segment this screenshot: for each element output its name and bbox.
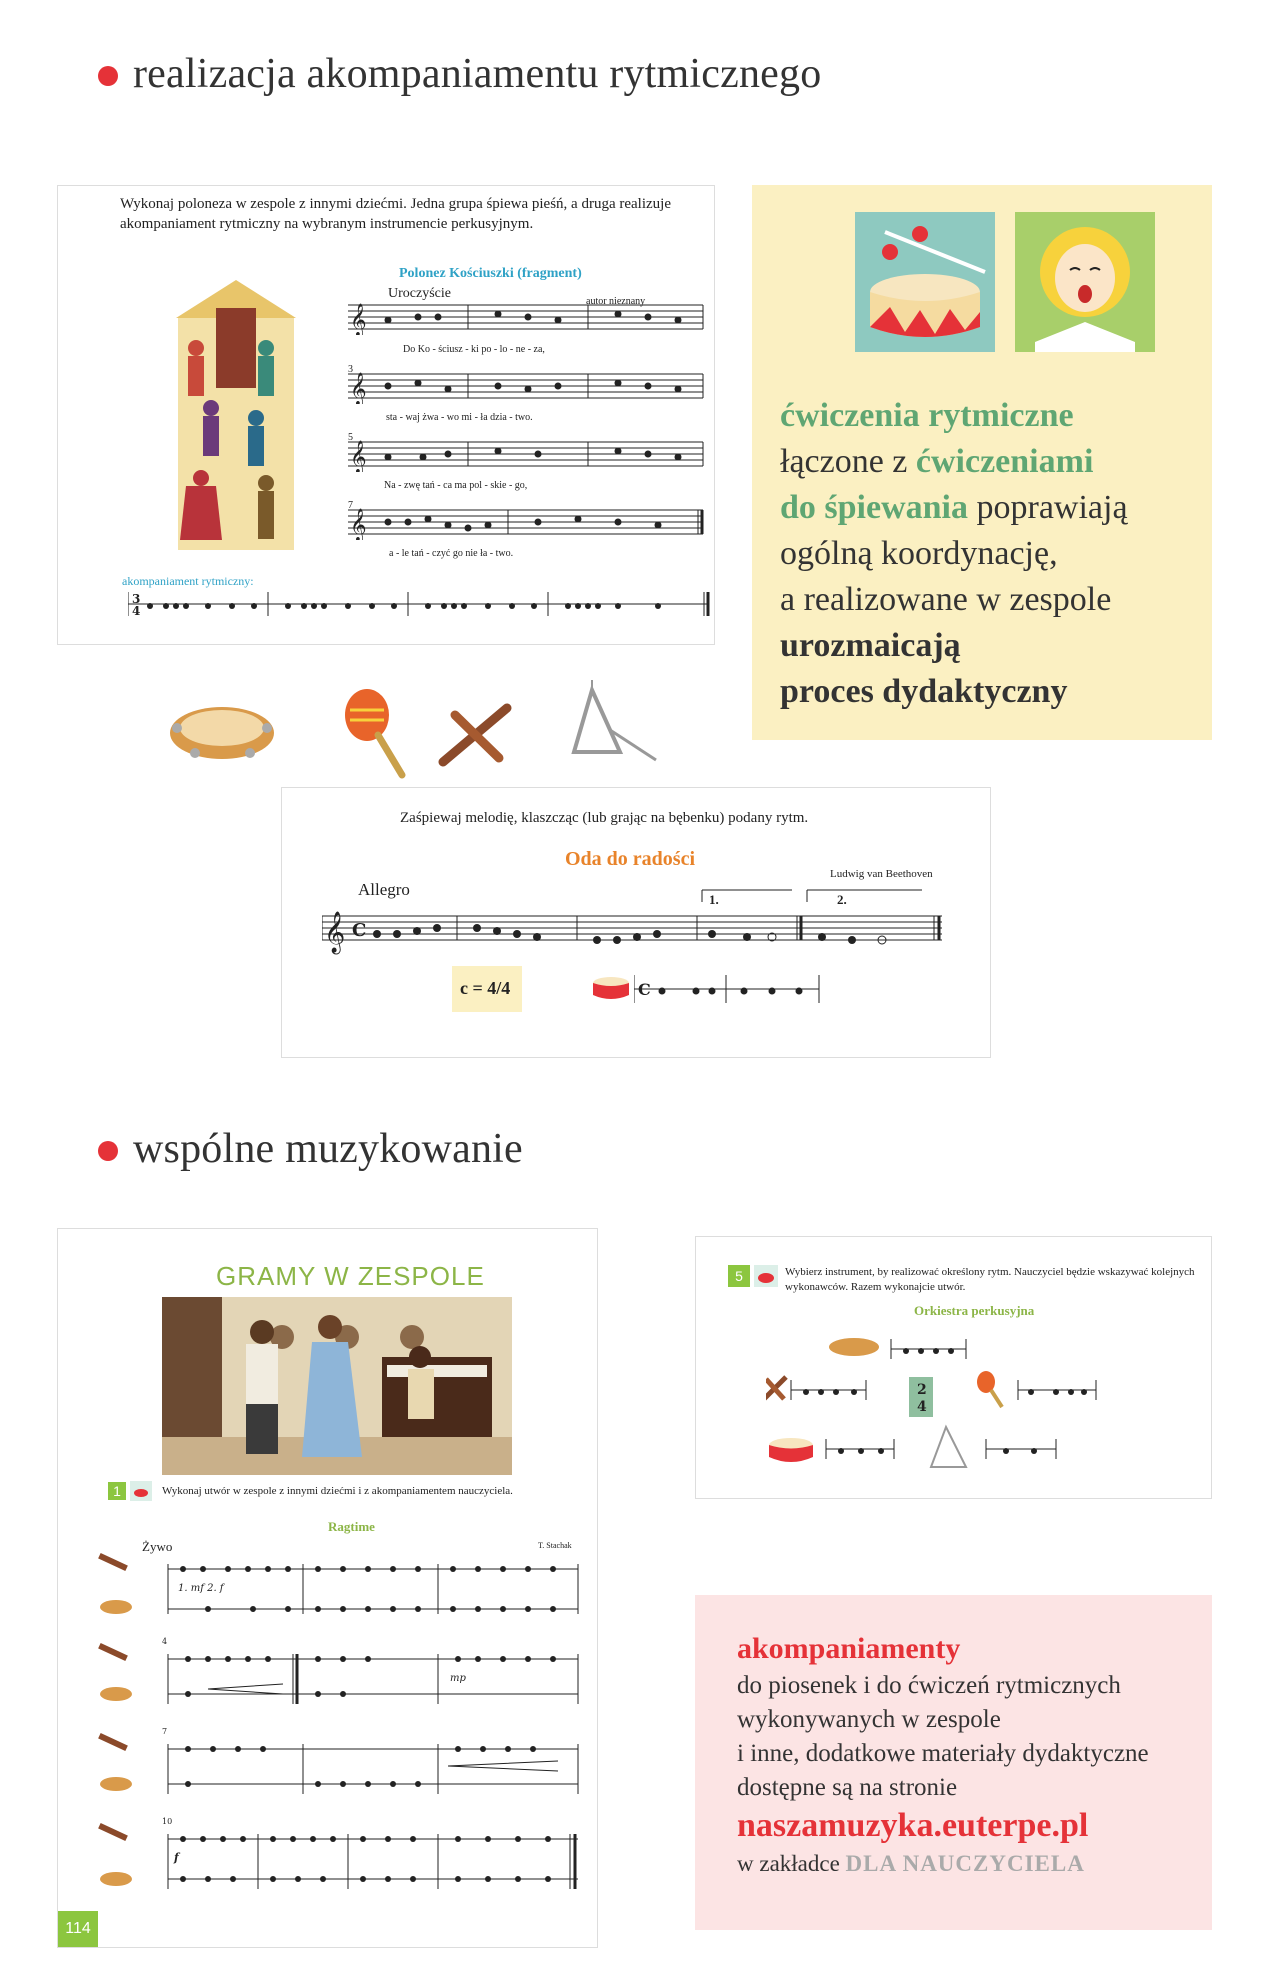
exercise-number-1: 1: [108, 1482, 126, 1500]
svg-text:2: 2: [917, 1382, 927, 1398]
ensemble-title: GRAMY W ZESPOLE: [216, 1261, 485, 1291]
accomp-rhythm-line: [128, 590, 718, 622]
callout-pink-line1: do piosenek i do ćwiczeń rytmicznych: [737, 1672, 1121, 1699]
website-link[interactable]: naszamuzyka.euterpe.pl: [737, 1807, 1089, 1844]
svg-text:f: f: [174, 1851, 179, 1864]
polonez-measure-5: 5: [348, 432, 353, 443]
polonez-card: [57, 185, 715, 645]
singing-child-icon: [1015, 212, 1155, 352]
svg-text:𝄞: 𝄞: [324, 912, 346, 953]
polonez-lyrics-4: a - le tań - czyć go nie ła - two.: [389, 548, 514, 559]
dancing-musicians-illustration: [162, 1297, 512, 1475]
callout-line6: urozmaicają: [780, 627, 961, 664]
callout-accompaniments-title: akompaniamenty: [737, 1632, 961, 1665]
svg-text:10: 10: [162, 1817, 173, 1826]
accomp-label: akompaniament rytmiczny:: [122, 574, 254, 588]
polonez-tempo: Uroczyście: [388, 286, 451, 301]
svg-text:7: 7: [162, 1727, 168, 1736]
page-number: 114: [58, 1911, 98, 1947]
ode-composer: Ludwig van Beethoven: [830, 868, 933, 880]
polonez-lyrics-3: Na - zwę tań - ca ma pol - skie - go,: [384, 480, 528, 491]
callout-singing: do śpiewania: [780, 489, 968, 526]
callout-line2: łączone z: [780, 443, 916, 480]
callout-pink-line4: dostępne są na stronie: [737, 1774, 958, 1801]
drum-icon: [855, 212, 995, 352]
svg-text:3: 3: [132, 592, 141, 606]
callout-line3: poprawiają: [968, 489, 1128, 526]
polonez-lyrics-2: sta - waj żwa - wo mi - ła dzia - two.: [386, 412, 533, 423]
ode-tempo: Allegro: [358, 880, 410, 899]
svg-text:𝄞: 𝄞: [350, 303, 367, 335]
small-drum-icon: [590, 973, 632, 1003]
svg-text:4: 4: [162, 1637, 168, 1646]
triangle-icon: [570, 680, 660, 765]
svg-text:4: 4: [132, 604, 141, 618]
section-bullet-icon: [98, 66, 118, 86]
ode-volta-1: 1.: [709, 892, 719, 907]
polonez-lyrics-1: Do Ko - ściusz - ki po - lo - ne - za,: [403, 344, 545, 355]
section-bullet-icon: [98, 1141, 118, 1161]
callout-line5: a realizowane w zespole: [780, 581, 1112, 618]
svg-text:𝄞: 𝄞: [350, 440, 367, 472]
callout-line7: proces dydaktyczny: [780, 673, 1068, 710]
svg-text:mp: mp: [450, 1673, 466, 1684]
ragtime-title: Ragtime: [328, 1519, 375, 1534]
tambourine-icon: [165, 698, 280, 768]
polonez-staff-3: [348, 440, 708, 472]
callout-pink-line3: i inne, dodatkowe materiały dydaktyczne: [737, 1740, 1149, 1767]
percussion-orchestra-card: [695, 1236, 1212, 1499]
maraca-icon: [340, 685, 410, 780]
polonez-staff-2: [348, 372, 708, 404]
svg-text:𝄞: 𝄞: [350, 508, 367, 540]
ensemble-card: [57, 1228, 598, 1948]
svg-text:4: 4: [917, 1399, 927, 1415]
ragtime-composer: T. Stachak: [538, 1541, 572, 1550]
section-heading-rhythm: realizacja akompaniamentu rytmicznego: [133, 51, 822, 97]
ode-title: Oda do radości: [565, 848, 696, 870]
teacher-tab-label: DLA NAUCZYCIELA: [845, 1851, 1085, 1876]
svg-text:1. mf 2. f: 1. mf 2. f: [178, 1583, 224, 1594]
ode-rhythm-line: [634, 971, 824, 1007]
ragtime-tempo: Żywo: [142, 1539, 173, 1554]
orchestra-rhythms: [766, 1327, 1196, 1487]
svg-text:𝄞: 𝄞: [350, 372, 367, 404]
rhythm-callout-text: [780, 393, 1200, 715]
ensemble-instruction: Wykonaj utwór w zespole z innymi dziećmi i z akompaniamentem nauczyciela.: [162, 1485, 513, 1497]
callout-pink-line2: wykonywanych w zespole: [737, 1706, 1001, 1733]
callout-pink-line6: w zakładce: [737, 1851, 846, 1876]
callout-line4: ogólną koordynację,: [780, 535, 1058, 572]
percussion-small-icon: [130, 1481, 152, 1501]
percussion-small-icon: [754, 1265, 778, 1287]
polonez-staff-1: [348, 303, 708, 335]
dancers-illustration: [166, 278, 306, 550]
polonez-measure-3: 3: [348, 364, 353, 375]
exercise-number-5: 5: [728, 1265, 750, 1287]
ode-instruction: Zaśpiewaj melodię, klaszcząc (lub grając na bębenku) podany rytm.: [400, 810, 809, 826]
time-signature-equation: [452, 966, 522, 1012]
polonez-measure-7: 7: [348, 500, 353, 511]
polonez-title: Polonez Kościuszki (fragment): [399, 266, 582, 281]
callout-rhythm-exercises: ćwiczenia rytmiczne: [780, 397, 1074, 434]
ode-staff: [322, 888, 962, 958]
ode-volta-2: 2.: [837, 892, 847, 907]
section-heading-ensemble: wspólne muzykowanie: [133, 1126, 523, 1172]
claves-icon: [435, 700, 515, 770]
ode-to-joy-card: [281, 787, 991, 1058]
svg-text:C: C: [638, 980, 651, 999]
orchestra-title: Orkiestra perkusyjna: [914, 1303, 1035, 1318]
polonez-staff-4: [348, 508, 708, 540]
callout-exercises: ćwiczeniami: [915, 443, 1094, 480]
equation-text: c = 4/4: [460, 978, 511, 998]
svg-text:C: C: [352, 920, 367, 941]
polonez-author: autor nieznany: [586, 296, 646, 307]
rhythm-callout-box: [752, 185, 1212, 740]
ragtime-score: [78, 1549, 588, 1939]
accompaniments-callout-text: [737, 1629, 1197, 1881]
accompaniments-callout-box: [695, 1595, 1212, 1930]
orchestra-instruction: Wybierz instrument, by realizować określony rytm. Nauczyciel będzie wskazywać kolejnych wykonawców. Razem wykonajcie utwór.: [785, 1266, 1195, 1293]
polonez-instruction: Wykonaj poloneza w zespole z innymi dziećmi. Jedna grupa śpiewa pieśń, a druga realizuje akompaniament rytmiczny na wybranym instrumencie perkusyjnym.: [120, 196, 671, 232]
